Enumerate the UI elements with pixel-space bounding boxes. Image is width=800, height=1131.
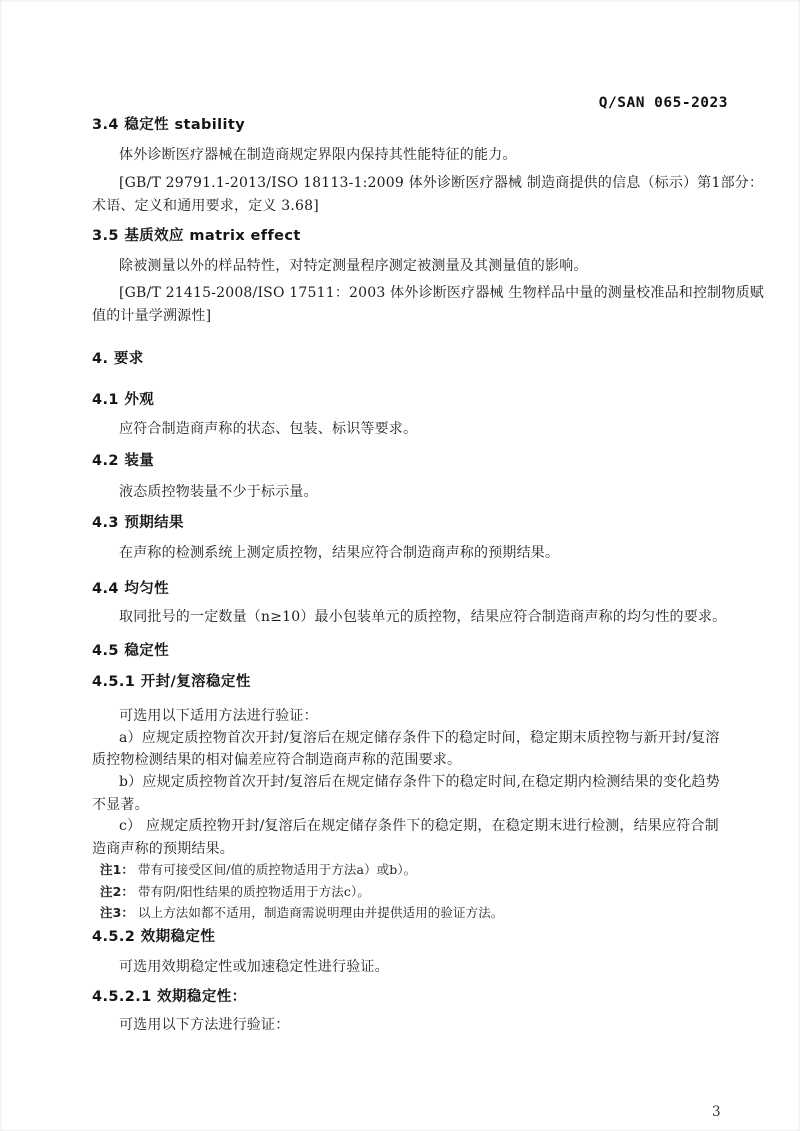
list-item-b-line2: 不显著。 <box>92 797 149 813</box>
paragraph-4-1: 应符合制造商声称的状态、包装、标识等要求。 <box>119 421 418 437</box>
heading-4-5-1: 4.5.1 开封/复溶稳定性 <box>92 674 251 690</box>
paragraph-3-5: 除被测量以外的样品特性，对特定测量程序测定被测量及其测量值的影响。 <box>119 258 588 274</box>
note-1 <box>100 860 416 879</box>
paragraph-4-4: 取同批号的一定数量（n≥10）最小包装单元的质控物，结果应符合制造商声称的均匀性的要求。 <box>119 609 727 625</box>
heading-4-4: 4.4 均匀性 <box>92 581 170 597</box>
paragraph-4-5-2: 可选用效期稳定性或加速稳定性进行验证。 <box>119 959 389 975</box>
reference-3-5-line2: 值的计量学溯源性] <box>92 308 212 324</box>
reference-3-4-line1: [GB/T 29791.1-2013/ISO 18113-1:2009 体外诊断医疗器械 制造商提供的信息（标示）第1部分： <box>119 175 764 191</box>
paragraph-4-5-1-intro: 可选用以下适用方法进行验证： <box>119 708 318 724</box>
page-number: 3 <box>712 1104 721 1120</box>
heading-3-4: 3.4 稳定性 stability <box>92 117 246 133</box>
paragraph-4-3: 在声称的检测系统上测定质控物，结果应符合制造商声称的预期结果。 <box>119 545 560 561</box>
heading-4-1: 4.1 外观 <box>92 392 155 408</box>
heading-4-5: 4.5 稳定性 <box>92 643 170 659</box>
heading-4-3: 4.3 预期结果 <box>92 515 184 531</box>
note-2 <box>100 882 370 901</box>
paragraph-4-2: 液态质控物装量不少于标示量。 <box>119 484 318 500</box>
note-2-label: 注2： <box>100 884 134 899</box>
note-3-label: 注3： <box>100 905 134 920</box>
list-item-a-line1: a）应规定质控物首次开封/复溶后在规定储存条件下的稳定时间，稳定期末质控物与新开封/复溶 <box>119 730 720 746</box>
heading-4-2: 4.2 装量 <box>92 453 155 469</box>
list-item-c-line2: 造商声称的预期结果。 <box>92 841 234 857</box>
note-3 <box>100 903 503 922</box>
note-2-text: 带有阴/阳性结果的质控物适用于方法c）。 <box>138 884 370 899</box>
heading-4-5-2: 4.5.2 效期稳定性 <box>92 929 216 945</box>
doc-code-header: Q/SAN 065-2023 <box>598 95 728 111</box>
list-item-b-line1: b）应规定质控物首次开封/复溶后在规定储存条件下的稳定时间,在稳定期内检测结果的变化趋势 <box>119 774 720 790</box>
heading-3-5: 3.5 基质效应 matrix effect <box>92 228 301 244</box>
paragraph-4-5-2-1: 可选用以下方法进行验证： <box>119 1017 290 1033</box>
note-1-label: 注1： <box>100 862 134 877</box>
list-item-a-line2: 质控物检测结果的相对偏差应符合制造商声称的范围要求。 <box>92 752 462 768</box>
heading-4-5-2-1: 4.5.2.1 效期稳定性： <box>92 989 247 1005</box>
heading-4: 4. 要求 <box>92 351 144 367</box>
note-1-text: 带有可接受区间/值的质控物适用于方法a）或b）。 <box>138 862 417 877</box>
note-3-text: 以上方法如都不适用，制造商需说明理由并提供适用的验证方法。 <box>138 905 504 920</box>
reference-3-5-line1: [GB/T 21415-2008/ISO 17511：2003 体外诊断医疗器械 生物样品中量的测量校准品和控制物质赋 <box>119 285 764 301</box>
paragraph-3-4: 体外诊断医疗器械在制造商规定界限内保持其性能特征的能力。 <box>119 147 517 163</box>
reference-3-4-line2: 术语、定义和通用要求，定义 3.68] <box>92 198 319 214</box>
list-item-c-line1: c） 应规定质控物开封/复溶后在规定储存条件下的稳定期，在稳定期末进行检测，结果应符合制 <box>119 818 719 834</box>
